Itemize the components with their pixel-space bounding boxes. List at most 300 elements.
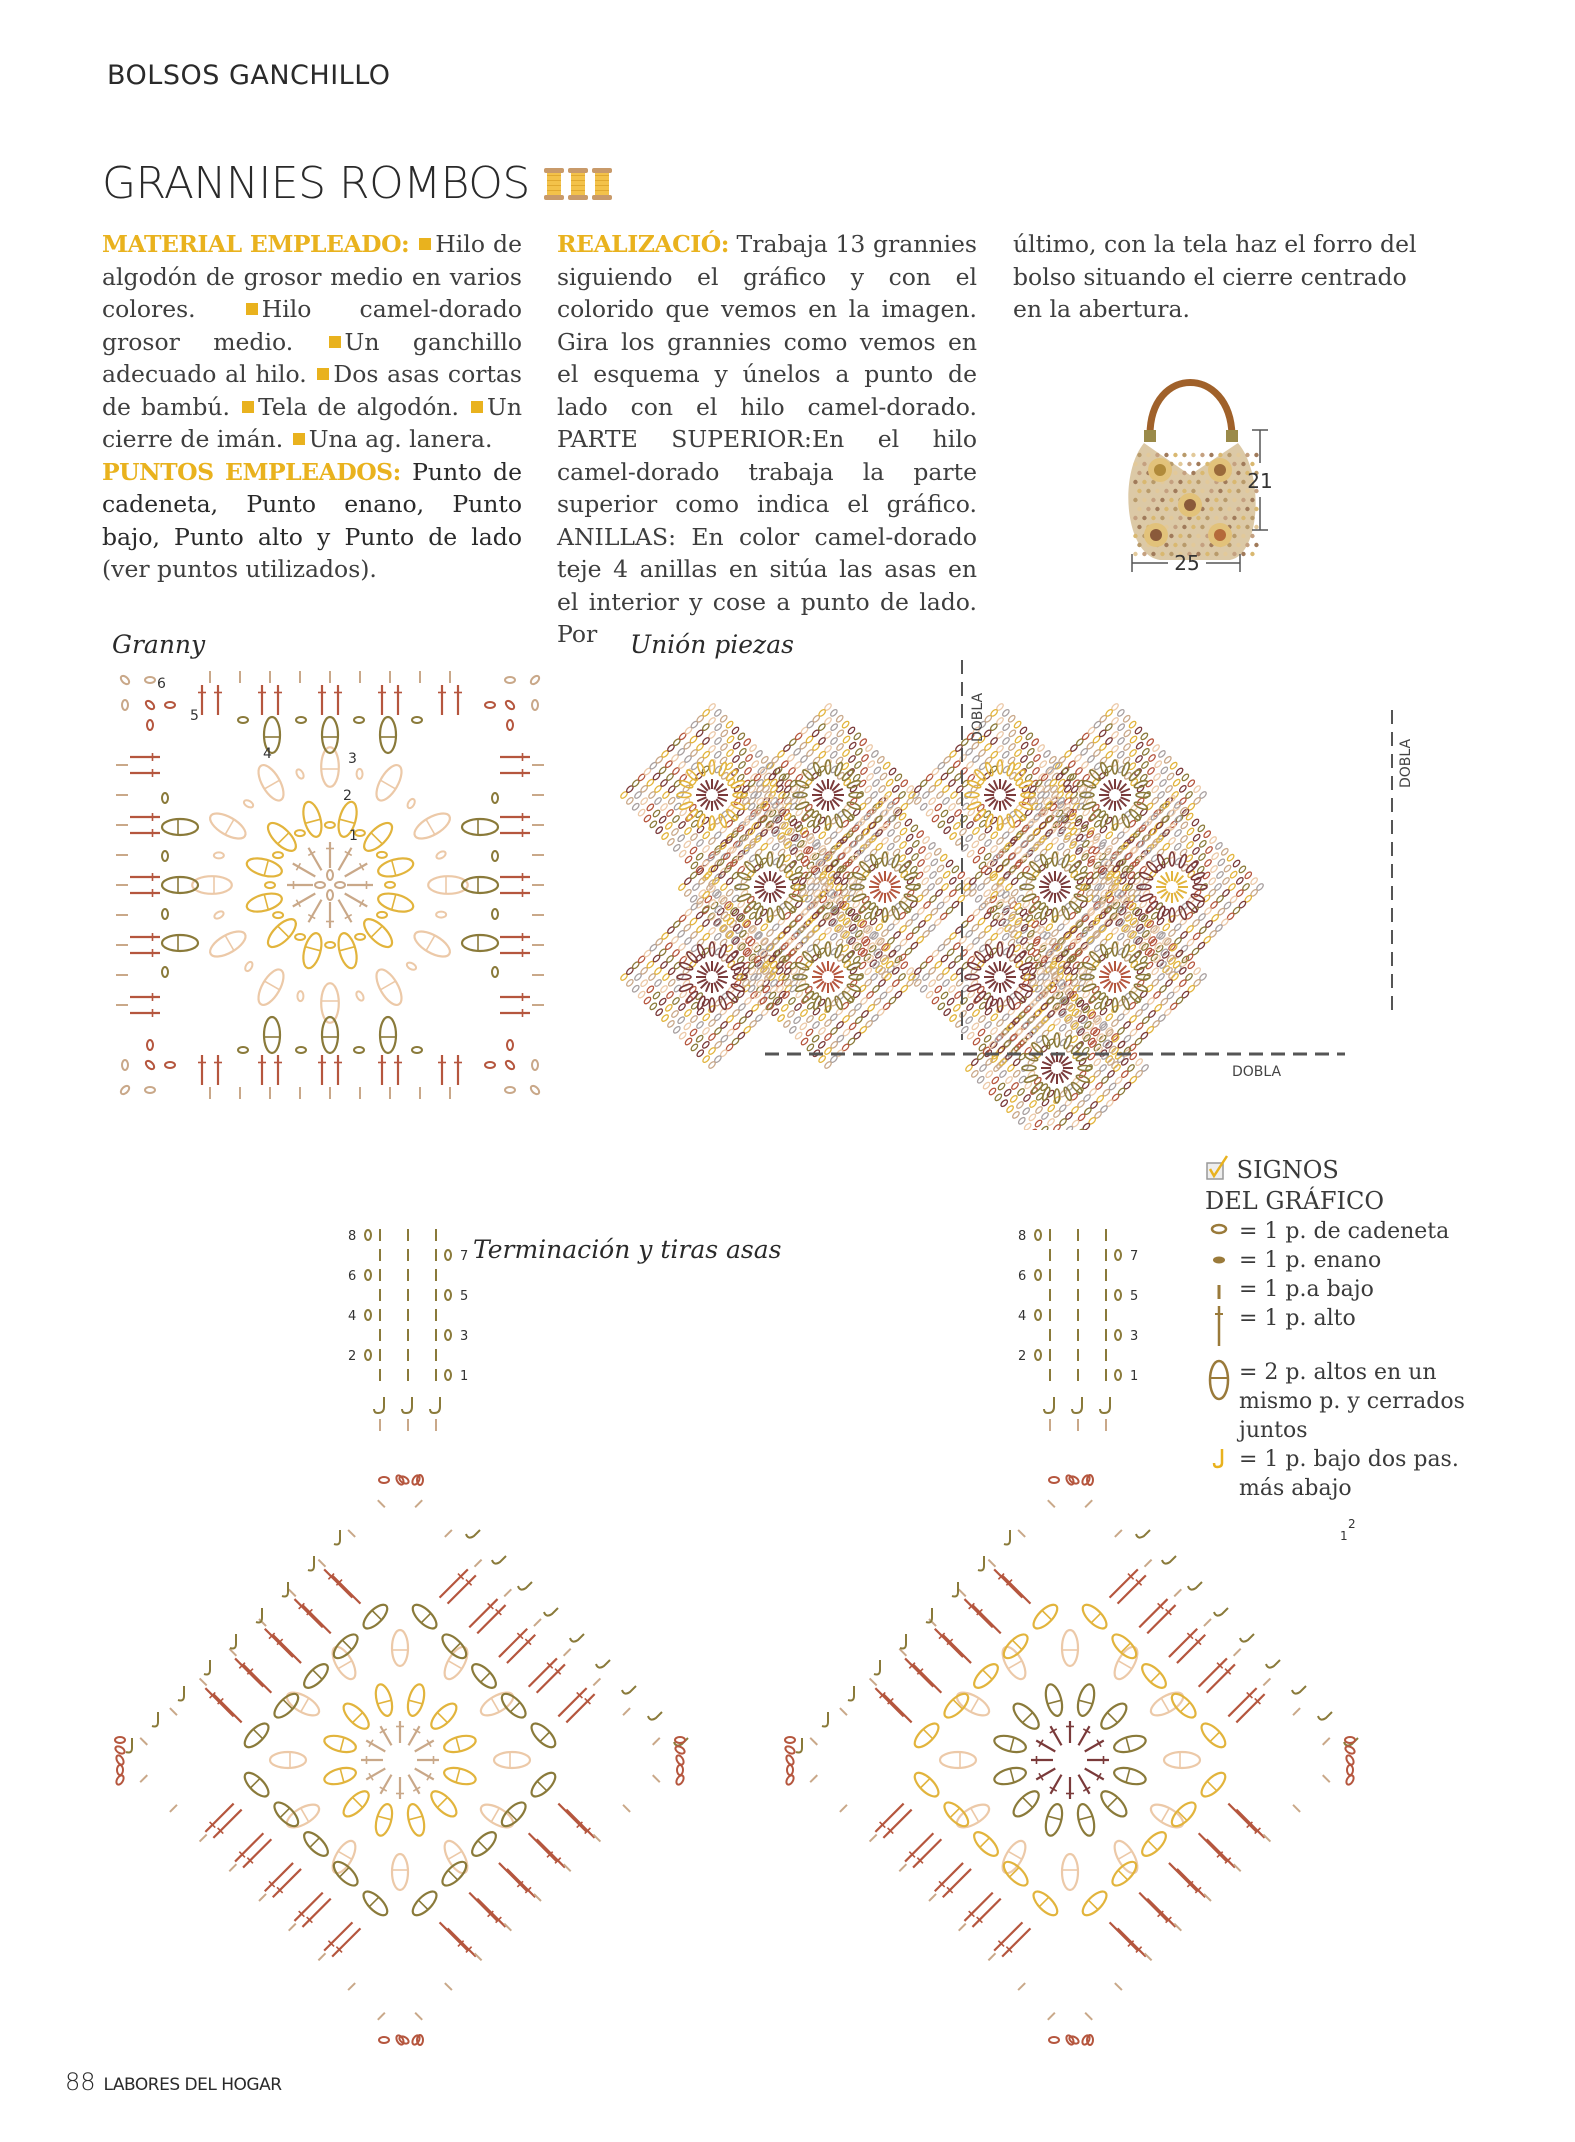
cluster-stitch (380, 717, 396, 753)
cluster-stitch (392, 1854, 408, 1890)
chain-stitch (365, 1310, 371, 1320)
single-crochet (840, 1805, 847, 1812)
chain-stitch (296, 717, 306, 723)
chain-stitch (355, 990, 365, 1002)
single-crochet (318, 1560, 325, 1567)
double-crochet (211, 1691, 245, 1725)
legend-item-single: = 1 p.a bajo (1205, 1275, 1505, 1304)
double-crochet (500, 873, 530, 881)
checkbox-check-icon (1205, 1155, 1229, 1181)
row-label: 5 (1130, 1289, 1139, 1304)
double-crochet (1107, 1920, 1141, 1954)
chain-stitch (335, 882, 345, 888)
chain-stitch (214, 852, 224, 858)
double-crochet (1047, 1773, 1065, 1796)
single-crochet (870, 1678, 877, 1685)
double-crochet (1075, 1773, 1093, 1796)
chain-stitch (119, 1084, 130, 1095)
double-crochet (413, 1737, 436, 1755)
material-list (102, 230, 522, 453)
double-crochet (318, 1055, 326, 1085)
cluster-stitch (206, 808, 249, 843)
cluster-stitch (271, 1799, 302, 1830)
cluster-stitch (253, 966, 288, 1009)
cluster-stitch (439, 1858, 470, 1889)
chain-stitch (265, 882, 275, 888)
double-crochet (130, 769, 160, 777)
cluster-stitch (970, 1660, 1001, 1691)
cluster-stitch (494, 1752, 530, 1768)
chain-stitch (327, 890, 333, 900)
single-crochet (445, 1983, 452, 1990)
single-crochet (200, 1678, 207, 1685)
single-crochet (1115, 1530, 1122, 1537)
row-label: 3 (460, 1329, 469, 1344)
single-crochet (1115, 1983, 1122, 1990)
single-crochet (1048, 2013, 1055, 2020)
slip-stitch-icon (1209, 1246, 1229, 1266)
cluster-stitch (1110, 1837, 1142, 1876)
double-crochet (438, 1055, 446, 1085)
cluster-stitch (1147, 1688, 1186, 1720)
chain-stitch (445, 1370, 451, 1380)
cluster-stitch (1097, 1700, 1130, 1733)
page-number: 88 (65, 2068, 96, 2096)
chain-stitch (445, 1290, 451, 1300)
double-crochet (305, 846, 325, 873)
termination-diagram-title: Terminación y tiras asas (473, 1235, 782, 1264)
double-crochet (377, 1724, 395, 1747)
chain-stitch (165, 1062, 175, 1068)
single-crochet (259, 1894, 266, 1901)
spike-stitch (402, 1397, 412, 1413)
double-crochet (500, 753, 530, 761)
cluster-stitch (477, 1800, 516, 1832)
double-crochet (999, 1573, 1033, 1607)
chain-stitch (677, 1765, 683, 1775)
single-crochet-icon (1209, 1275, 1229, 1299)
cluster-stitch (241, 1720, 272, 1751)
double-crochet (287, 881, 313, 889)
chain-stitch (485, 702, 495, 708)
double-crochet (1144, 1896, 1178, 1930)
cluster-stitch (1168, 1799, 1199, 1830)
double-crochet (270, 1866, 304, 1900)
realizacion-text: Trabaja 13 grannies siguiendo el gráfico y con el colorido que vemos en la imagen. Gira los grannies como vemos en el esquema y únelos a punto de lado con el hilo camel-dorado. PARTE SUPERIOR:En el hilo camel-dorado trabaja la parte superior como indica el gráfico. ANILLAS: En color camel-dorado teje 4 anillas en sitúa las asas en el interior y cose a punto de lado. Por (557, 230, 977, 648)
spike-stitch (374, 1397, 384, 1413)
cluster-stitch (409, 1601, 440, 1632)
single-crochet (318, 1953, 325, 1960)
spike-stitch (1072, 1397, 1082, 1413)
spike-stitch (622, 1686, 636, 1694)
chain-stitch (445, 1250, 451, 1260)
double-crochet (466, 1596, 500, 1630)
handle-ring-right (1226, 430, 1238, 442)
single-crochet (445, 1530, 452, 1537)
chain-stitch (406, 961, 418, 971)
spike-stitch (648, 1712, 662, 1720)
double-crochet (500, 829, 530, 837)
chain-stitch (297, 991, 303, 1001)
single-crochet (348, 1983, 355, 1990)
double-crochet (364, 1765, 387, 1783)
cluster-stitch (335, 931, 360, 970)
spike-stitch (1266, 1660, 1280, 1668)
double-crochet (274, 685, 282, 715)
spike-stitch (430, 1397, 440, 1413)
single-crochet (1174, 1589, 1181, 1596)
cluster-stitch (270, 1752, 306, 1768)
cluster-stitch (440, 1643, 472, 1682)
single-crochet (623, 1805, 630, 1812)
chain-stitch (1347, 1765, 1353, 1775)
cluster-stitch (993, 1765, 1028, 1787)
cluster-stitch (462, 819, 498, 835)
row-label: 4 (1018, 1309, 1027, 1324)
double-crochet (500, 993, 530, 1001)
spike-stitch (1240, 1634, 1254, 1642)
single-crochet (564, 1649, 571, 1656)
double-crochet (1234, 1807, 1268, 1841)
single-crochet (140, 1738, 147, 1745)
row-label: 1 (460, 1369, 469, 1384)
granny-piece (620, 885, 805, 1070)
double-crochet (1066, 1777, 1074, 1799)
cluster-stitch (1010, 1700, 1043, 1733)
cluster-stitch (1138, 1828, 1169, 1859)
stitch-legend (1205, 1155, 1505, 1503)
row-label: 8 (1018, 1229, 1027, 1244)
cluster-stitch (1198, 1769, 1229, 1800)
double-crochet (130, 949, 160, 957)
chain-stitch (325, 942, 335, 948)
single-crochet (1323, 1738, 1330, 1745)
double-crochet (130, 873, 160, 881)
cluster-stitch (409, 1888, 440, 1919)
single-crochet (1085, 1500, 1092, 1507)
cluster-stitch (300, 1828, 331, 1859)
bullet-square-icon (471, 401, 483, 413)
double-crochet (394, 685, 402, 715)
double-crochet (437, 1567, 471, 1601)
spike-stitch (1136, 1530, 1150, 1538)
cluster-stitch (998, 1837, 1030, 1876)
chain-stitch (505, 677, 515, 683)
chain-stitch (385, 882, 395, 888)
double-crochet (1083, 1765, 1106, 1783)
chain-stitch (532, 700, 538, 710)
spike-stitch (308, 1556, 314, 1571)
double-crochet (258, 1055, 266, 1085)
chain-stitch (147, 1040, 153, 1050)
chain-stitch (412, 717, 422, 723)
double-crochet (454, 685, 462, 715)
double-crochet (496, 1860, 530, 1894)
spike-stitch (230, 1634, 236, 1649)
corner-label: 2 (1348, 1517, 1356, 1531)
cluster-stitch (323, 1733, 358, 1755)
cluster-stitch (528, 1720, 559, 1751)
cluster-stitch (264, 1017, 280, 1053)
cluster-stitch (411, 808, 454, 843)
chain-stitch (504, 1059, 515, 1070)
spike-stitch (1292, 1686, 1306, 1694)
single-crochet (1263, 1678, 1270, 1685)
granny-chart (115, 670, 545, 1100)
chain-stitch (115, 1774, 125, 1786)
double-crochet (1196, 1830, 1230, 1864)
single-crochet (229, 1649, 236, 1656)
cluster-stitch (360, 819, 397, 856)
single-crochet (140, 1775, 147, 1782)
single-crochet (170, 1805, 177, 1812)
page-footer (65, 2068, 282, 2096)
double-crochet (413, 1765, 436, 1783)
cluster-stitch (162, 819, 198, 835)
chain-stitch (492, 793, 498, 803)
cluster-stitch (380, 1017, 396, 1053)
double-crochet (999, 1926, 1033, 1960)
double-crochet (1166, 1626, 1200, 1660)
cluster-stitch (1112, 1765, 1147, 1787)
chain-stitch (1115, 1250, 1121, 1260)
puntos-label: PUNTOS EMPLEADOS: (102, 457, 401, 486)
double-crochet (335, 846, 355, 873)
row-label: 5 (460, 1289, 469, 1304)
single-crochet (959, 1924, 966, 1931)
double-crochet (1226, 1685, 1260, 1719)
cluster-stitch (1198, 1720, 1229, 1751)
cluster-stitch (477, 1688, 516, 1720)
double-crochet (291, 890, 318, 910)
double-crochet (378, 685, 386, 715)
double-crochet (334, 685, 342, 715)
double-crochet (270, 1632, 304, 1666)
page-title (102, 158, 612, 209)
spike-stitch (544, 1608, 558, 1616)
single-crochet (840, 1708, 847, 1715)
spike-stitch (1162, 1556, 1176, 1564)
double-crochet (396, 1777, 404, 1799)
double-crochet (211, 1807, 245, 1841)
union-chart (600, 650, 1430, 1130)
corner-label: 1 (1340, 1529, 1348, 1543)
cluster-stitch (1079, 1888, 1110, 1919)
bullet-square-icon (419, 238, 431, 250)
chain-stitch (122, 1060, 128, 1070)
single-crochet (899, 1864, 906, 1871)
row-label: 7 (1130, 1249, 1139, 1264)
spike-stitch (796, 1738, 802, 1753)
cluster-stitch (283, 1800, 322, 1832)
double-crochet (347, 881, 373, 889)
double-crochet (326, 902, 334, 928)
chain-stitch (1115, 1330, 1121, 1340)
fold-label: DOBLA (1232, 1064, 1282, 1080)
chain-stitch (379, 2037, 389, 2043)
double-crochet (910, 1662, 944, 1696)
chain-stitch (492, 851, 498, 861)
instructions-column (557, 228, 977, 651)
chain-stitch (295, 768, 305, 780)
cluster-stitch (953, 1688, 992, 1720)
single-crochet (200, 1835, 207, 1842)
double-crochet (1136, 1890, 1170, 1924)
cluster-stitch (323, 1765, 358, 1787)
chain-stitch (144, 1059, 155, 1070)
single-crochet (1048, 1500, 1055, 1507)
cluster-stitch (330, 1858, 361, 1889)
chain-stitch (243, 799, 255, 809)
cluster-stitch (442, 1765, 477, 1787)
double-crochet (500, 769, 530, 777)
double-crochet (970, 1896, 1004, 1930)
chain-stitch (1035, 1350, 1041, 1360)
cluster-stitch (330, 1631, 361, 1662)
double-crochet (326, 842, 334, 868)
chain-stitch (675, 1737, 685, 1743)
double-crochet (1196, 1656, 1230, 1690)
single-crochet (899, 1649, 906, 1656)
double-crochet (130, 753, 160, 761)
chain-stitch (162, 793, 168, 803)
double-crochet (318, 685, 326, 715)
materials-column (102, 228, 522, 586)
single-crochet (229, 1864, 236, 1871)
chain-stitch (1049, 2037, 1059, 2043)
cluster-stitch (1147, 1800, 1186, 1832)
single-crochet (289, 1589, 296, 1596)
double-crochet (291, 860, 318, 880)
spike-stitch (978, 1556, 984, 1571)
cluster-stitch (405, 1683, 427, 1718)
spike-stitch (570, 1634, 584, 1642)
cluster-stitch (1062, 1630, 1078, 1666)
chain-stitch (507, 1040, 513, 1050)
chain-stitch (238, 717, 248, 723)
spike-stitch (822, 1712, 828, 1727)
single-crochet (810, 1738, 817, 1745)
material-item: Un cierre de imán. (102, 392, 522, 453)
bag-handle (1150, 383, 1232, 436)
cluster-stitch (462, 935, 498, 951)
chain-stitch (504, 699, 515, 710)
double-crochet (466, 1890, 500, 1924)
cluster-stitch (264, 819, 301, 856)
chain-stitch (327, 870, 333, 880)
double-crochet (405, 1724, 423, 1747)
thread-spool-icon (592, 168, 612, 200)
double-crochet (274, 1055, 282, 1085)
double-crochet (496, 1626, 530, 1660)
row-label: 2 (1018, 1349, 1027, 1364)
cluster-stitch (941, 1690, 972, 1721)
single-crochet (623, 1708, 630, 1715)
thread-spool-icon (568, 168, 588, 200)
legend-item-chain: = 1 p. de cadeneta (1205, 1217, 1505, 1246)
single-crochet (959, 1589, 966, 1596)
spike-stitch (282, 1582, 288, 1597)
single-crochet (1234, 1649, 1241, 1656)
chain-stitch (213, 910, 225, 920)
single-crochet (1293, 1708, 1300, 1715)
double-crochet (300, 1896, 334, 1930)
row-label: 3 (1130, 1329, 1139, 1344)
spike-stitch (874, 1660, 880, 1675)
cluster-stitch (360, 915, 397, 952)
double-crochet (1075, 1724, 1093, 1747)
double-crochet (454, 1055, 462, 1085)
chain-stitch (377, 852, 387, 858)
double-crochet (130, 993, 160, 1001)
cluster-stitch (371, 966, 406, 1009)
spike-stitch (178, 1686, 184, 1701)
chain-stitch (377, 912, 387, 918)
cluster-stitch (970, 1828, 1001, 1859)
double-crochet (500, 889, 530, 897)
chain-stitch (412, 1047, 422, 1053)
chain-stitch (1035, 1270, 1041, 1280)
termination-chart-left (100, 1215, 720, 2055)
chain-stitch (295, 934, 305, 940)
chain-stitch (354, 1047, 364, 1053)
double-crochet (1136, 1596, 1170, 1630)
double-crochet (504, 1866, 538, 1900)
double-crochet (130, 933, 160, 941)
spike-stitch-icon (1209, 1445, 1229, 1469)
chain-stitch (1035, 1310, 1041, 1320)
double-crochet (1083, 1737, 1106, 1755)
spike-stitch (204, 1660, 210, 1675)
chain-stitch (325, 822, 335, 828)
single-crochet (415, 2013, 422, 2020)
chain-stitch (1035, 1230, 1041, 1240)
cluster-stitch (340, 1787, 373, 1820)
chain-stitch (355, 934, 365, 940)
granny-diagram-title: Granny (112, 630, 206, 659)
chain-stitch (365, 1350, 371, 1360)
single-crochet (378, 2013, 385, 2020)
cluster-stitch (998, 1643, 1030, 1682)
cluster-stitch (373, 1683, 395, 1718)
width-label: 25 (1174, 551, 1200, 575)
cluster-stitch (300, 1660, 331, 1691)
round-label: 5 (190, 708, 199, 724)
single-crochet (929, 1894, 936, 1901)
single-crochet (1018, 1983, 1025, 1990)
double-crochet (377, 1773, 395, 1796)
single-crochet (988, 1560, 995, 1567)
fold-label: DOBLA (1398, 738, 1414, 788)
cluster-stitch (271, 1690, 302, 1721)
spike-stitch (1044, 1397, 1054, 1413)
chain-stitch (147, 720, 153, 730)
cluster-stitch (371, 761, 406, 804)
double-crochet (240, 1836, 274, 1870)
cluster-stitch (206, 926, 249, 961)
cluster-stitch (1043, 1802, 1065, 1837)
chain-stitch (295, 830, 305, 836)
chain-stitch (162, 967, 168, 977)
chain-stitch (357, 769, 363, 779)
spike-stitch (492, 1556, 506, 1564)
spike-stitch (1188, 1582, 1202, 1590)
chain-stitch (507, 720, 513, 730)
cluster-stitch (264, 915, 301, 952)
round-label: 1 (349, 828, 358, 844)
chain-stitch-icon (1209, 1217, 1229, 1237)
cluster-stitch (468, 1660, 499, 1691)
